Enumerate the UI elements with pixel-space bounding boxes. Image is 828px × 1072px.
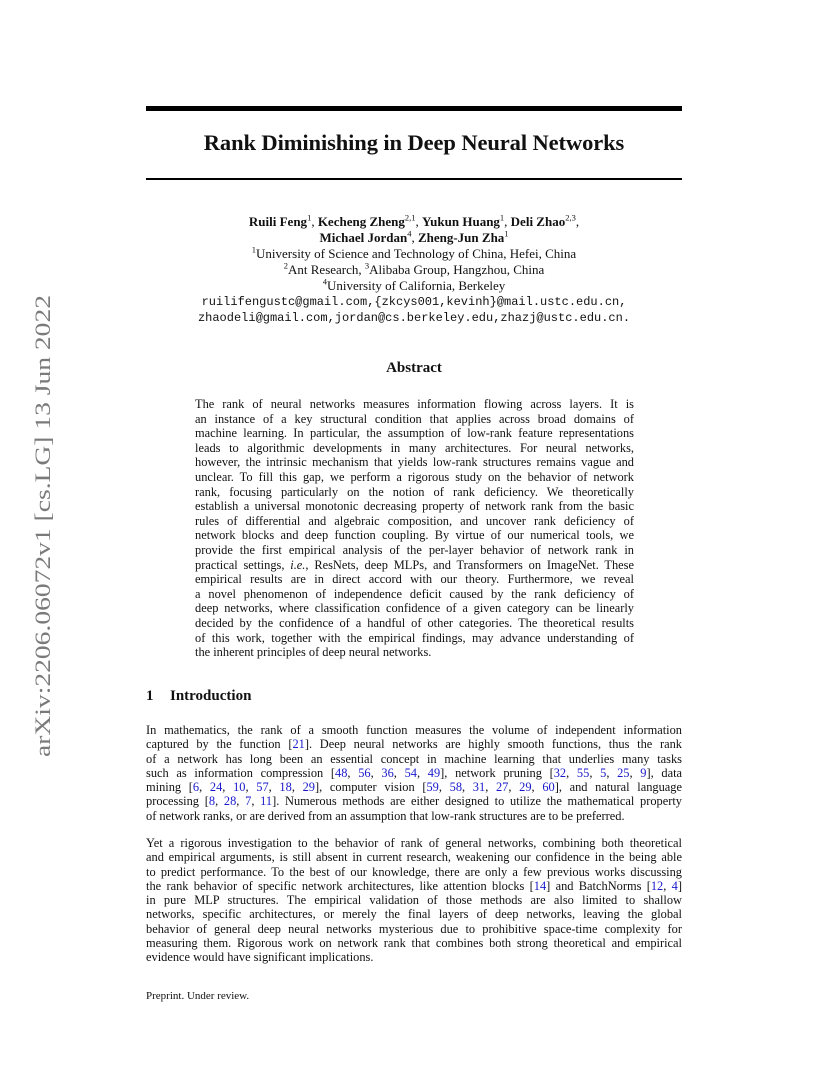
citation-link[interactable]: 10 xyxy=(233,780,246,795)
citation-link[interactable]: 12 xyxy=(650,878,664,893)
intro-paragraph-1 xyxy=(146,723,682,823)
abstract-line: decided by the confidence of a handful of other categories. The theoretical results xyxy=(195,615,634,630)
author-name: Ruili Feng xyxy=(248,214,308,229)
text-line: the rank behavior of specific network architectures, like attention blocks [14] and BatchNorms [12, 4] xyxy=(146,878,682,893)
citation-link[interactable]: 25 xyxy=(617,765,630,780)
citation-link[interactable]: 5 xyxy=(600,765,607,780)
text-line: in pure MLP structures. The empirical validation of those methods are also limited to shallow xyxy=(146,893,682,908)
citation-link[interactable]: 49 xyxy=(427,765,441,780)
citation-link[interactable]: 11 xyxy=(260,794,273,809)
abstract-line: practical settings, i.e., ResNets, deep MLPs, and Transformers on ImageNet. These xyxy=(195,557,634,572)
text-line: processing [8, 28, 7, 11]. Numerous methods are either designed to utilize the mathematical property xyxy=(146,794,682,809)
affiliation-marker: 2,3 xyxy=(565,212,576,223)
abstract-line: a novel phenomenon of independence deficit caused by the rank deficiency of xyxy=(195,586,634,601)
author-name: Deli Zhao xyxy=(510,214,566,229)
abstract-line: the inherent principles of deep neural networks. xyxy=(195,645,432,660)
email-line: zhaodeli@gmail.com,jordan@cs.berkeley.edu,zhazj@ustc.edu.cn. xyxy=(197,311,631,325)
abstract-line: unclear. To fill this gap, we perform a rigorous study on the behavior of network xyxy=(195,469,634,484)
text-line: evidence would have significant implications. xyxy=(146,950,374,965)
emails xyxy=(146,294,682,326)
author-block xyxy=(146,214,682,326)
text-line: Yet a rigorous investigation to the behavior of rank of general networks, combining both theoretical xyxy=(146,836,682,850)
arxiv-stamp xyxy=(20,292,58,762)
affiliation-text: Ant Research, xyxy=(288,262,365,277)
affiliation-marker: 1 xyxy=(499,212,505,223)
citation-link[interactable]: 48 xyxy=(335,765,348,780)
affiliations xyxy=(146,246,682,294)
abstract-line: empirical results are in direct accord with our theory. Furthermore, we reveal xyxy=(195,572,634,587)
citation-link[interactable]: 24 xyxy=(209,780,223,795)
citation-link[interactable]: 32 xyxy=(553,765,567,780)
author-line-2: Michael Jordan$^4$, Zheng-Jun Zha$^1$ xyxy=(319,228,509,245)
abstract-line: The rank of neural networks measures information flowing across layers. It is xyxy=(195,397,634,411)
citation-link[interactable]: 27 xyxy=(495,780,509,795)
citation-link[interactable]: 21 xyxy=(292,737,305,752)
abstract-line: of this work, together with the empirical findings, may advance understanding of xyxy=(195,630,634,645)
author-name: Zheng-Jun Zha xyxy=(417,230,505,245)
author-name: Kecheng Zheng xyxy=(317,214,405,229)
author-name: Michael Jordan xyxy=(319,230,408,245)
affiliation-line xyxy=(146,278,682,294)
author-line-1: Ruili Feng$^1$, Kecheng Zheng$^{2,1}$, Yukun Huang$^1$, Deli Zhao$^{2,3}$, xyxy=(248,212,580,229)
text-line: behavior of general deep neural networks mysterious due to prohibitive space-time complexity for xyxy=(146,921,682,936)
footer-note: Preprint. Under review. xyxy=(146,990,250,1002)
abstract-line: provide the first empirical analysis of the per-layer behavior of network rank in xyxy=(195,542,634,557)
top-rule xyxy=(146,106,682,111)
citation-link[interactable]: 36 xyxy=(381,765,394,780)
affiliation-marker: 2,1 xyxy=(404,212,416,223)
email-line: ruilifengustc@gmail.com,{zkcys001,kevinh}@mail.ustc.edu.cn, xyxy=(201,295,627,309)
text-line: captured by the function [21]. Deep neural networks are highly smooth functions, thus the rank xyxy=(146,737,682,752)
citation-link[interactable]: 4 xyxy=(671,878,678,893)
text-line: In mathematics, the rank of a smooth function measures the volume of independent information xyxy=(146,723,682,737)
affiliation-text: University of Science and Technology of China, Hefei, China xyxy=(256,246,577,261)
title-rule xyxy=(146,178,682,180)
text-line: of a network has long been an essential concept in machine learning that underlies many tasks xyxy=(146,751,682,766)
abstract-text xyxy=(195,397,634,660)
citation-link[interactable]: 6 xyxy=(192,780,200,795)
citation-link[interactable]: 31 xyxy=(472,780,486,795)
affiliation-line xyxy=(146,262,682,278)
intro-paragraph-2 xyxy=(146,836,682,965)
paper-title: Rank Diminishing in Deep Neural Networks xyxy=(203,130,625,155)
affiliation-marker: 1 xyxy=(307,212,312,223)
abstract-line: network blocks and deep function coupling. By virtue of our numerical tools, we xyxy=(195,528,634,543)
author-name: Yukun Huang xyxy=(421,214,500,229)
section-number: 1 xyxy=(146,688,154,704)
affiliation-marker: 4 xyxy=(407,228,412,239)
citation-link[interactable]: 56 xyxy=(358,765,371,780)
affiliation-marker: 4 xyxy=(322,276,327,287)
affiliation-text: Alibaba Group, Hangzhou, China xyxy=(369,262,545,277)
text-line: mining [6, 24, 10, 57, 18, 29], computer vision [59, 58, 31, 27, 29, 60], and natural language xyxy=(146,780,682,795)
citation-link[interactable]: 14 xyxy=(533,878,547,893)
emphasis: i.e. xyxy=(290,557,306,572)
abstract-line: establish a universal monotonic decreasing property of network rank from the basic xyxy=(195,499,634,514)
citation-link[interactable]: 57 xyxy=(256,780,269,795)
section-title: Introduction xyxy=(170,688,252,704)
citation-link[interactable]: 60 xyxy=(542,780,555,795)
svg-text:arXiv:2206.06072v1 [cs.LG] 1: arXiv:2206.06072v1 [cs.LG] 13 Jun 2022 xyxy=(30,379,55,757)
section-heading xyxy=(146,688,251,705)
affiliation-marker: 3 xyxy=(364,260,370,271)
affiliation-marker: 2 xyxy=(283,260,288,271)
text-line: of network ranks, or are derived from an assumption that low-rank structures are to be preferred. xyxy=(146,808,625,823)
text-line: measuring them. Rigorous work on network rank that combines both strong theoretical and empirical xyxy=(146,936,682,951)
abstract-line: leads to algorithmic developments in many architectures. For neural networks, xyxy=(195,440,634,455)
text-line: and empirical arguments, is still absent in current research, weakening our confidence in the being able xyxy=(146,850,682,865)
citation-link[interactable]: 59 xyxy=(426,780,439,795)
affiliation-marker: 1 xyxy=(251,244,257,255)
abstract-line: machine learning. In particular, the assumption of low-rank feature representations xyxy=(195,426,634,441)
citation-link[interactable]: 8 xyxy=(208,794,216,809)
citation-link[interactable]: 54 xyxy=(404,765,417,780)
citation-link[interactable]: 9 xyxy=(640,765,647,780)
text-line: networks, specific architectures, or merely the final layers of deep networks, leaving the global xyxy=(146,907,682,922)
citation-link[interactable]: 29 xyxy=(519,780,532,795)
citation-link[interactable]: 55 xyxy=(576,765,590,780)
citation-link[interactable]: 28 xyxy=(223,794,237,809)
text-line: such as information compression [48, 56, 36, 54, 49], network pruning [32, 55, 5, 25, 9], data xyxy=(146,765,683,780)
affiliation-text: University of California, Berkeley xyxy=(326,278,506,293)
abstract-line: deep networks, where classification confidence of a given category can be linearly xyxy=(195,601,634,616)
abstract-line: rules of differential and algebraic composition, and uncover rank deficiency of xyxy=(195,513,634,528)
text-line: to predict performance. To the best of our knowledge, there are only a few previous works discussing xyxy=(146,864,682,879)
abstract-line: an instance of a key structural condition that applies across broad domains of xyxy=(195,411,634,426)
affiliation-marker: 1 xyxy=(504,228,509,239)
citation-link[interactable]: 18 xyxy=(279,780,292,795)
abstract-line: however, the intrinsic mechanism that yields low-rank structures remains vague and xyxy=(195,455,634,470)
abstract-heading: Abstract xyxy=(386,360,442,376)
citation-link[interactable]: 29 xyxy=(302,780,315,795)
citation-link[interactable]: 58 xyxy=(449,780,463,795)
abstract-line: rank, focusing particularly on the notion of rank deficiency. We theoretically xyxy=(195,484,634,499)
citation-link[interactable]: 7 xyxy=(245,794,252,809)
affiliation-line xyxy=(146,246,682,262)
